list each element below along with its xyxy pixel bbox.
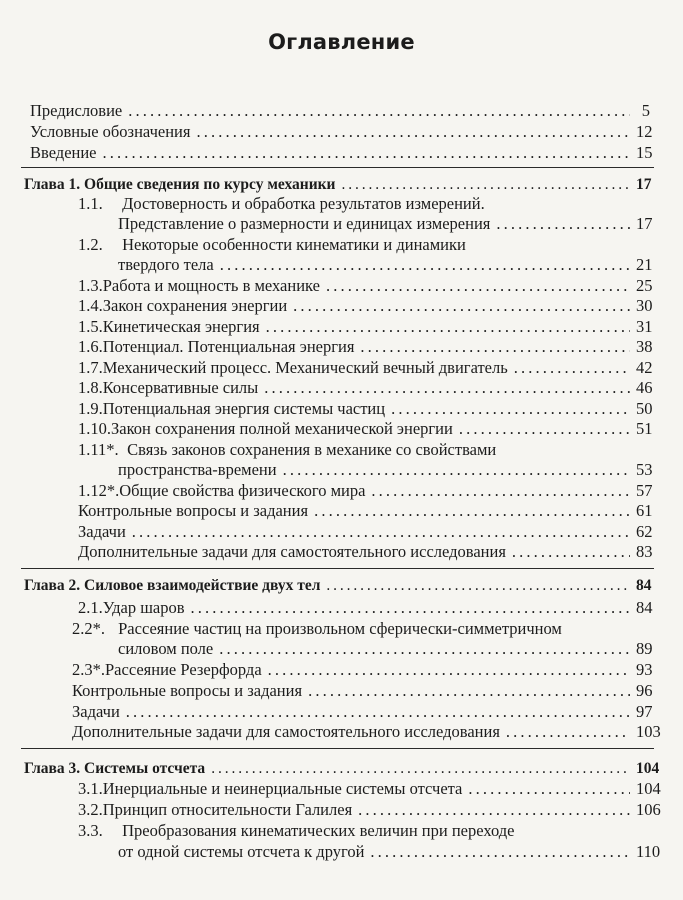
toc-entry-label-cont: силовом поле — [118, 639, 214, 658]
toc-entry-label: Общие свойства физического мира — [119, 481, 366, 500]
toc-entry-1-3[interactable] — [78, 276, 653, 296]
dot-leader — [358, 800, 630, 820]
dot-leader — [211, 759, 630, 779]
toc-entry-number: 1.11*. — [78, 440, 119, 459]
dot-leader — [514, 358, 630, 378]
toc-entry-2-3[interactable] — [72, 660, 653, 680]
toc-entry-ch2-questions[interactable] — [72, 681, 653, 701]
toc-entry-number: 1.5. — [78, 317, 103, 336]
toc-entry-label: Закон сохранения полной механической энергии — [111, 419, 453, 438]
toc-entry-label: Контрольные вопросы и задания — [78, 501, 309, 520]
chapter-divider — [21, 167, 654, 168]
toc-entry-number: 2.2*. — [72, 619, 105, 638]
toc-page-number: 104 — [636, 779, 661, 798]
toc-entry-1-10[interactable] — [78, 419, 653, 439]
dot-leader — [512, 542, 630, 562]
toc-page-number: 31 — [636, 317, 653, 336]
toc-entry-number: 3.1. — [78, 779, 103, 798]
toc-chapter-label: Глава 2. Силовое взаимодействие двух тел — [24, 577, 321, 594]
dot-leader — [283, 460, 630, 480]
toc-entry-label-cont: твердого тела — [118, 255, 214, 274]
toc-entry-3-3-line1[interactable] — [78, 821, 514, 841]
dot-leader — [220, 255, 630, 275]
toc-entry-label: Кинетическая энергия — [102, 317, 260, 336]
toc-entry-label: Рассеяние Резерфорда — [105, 660, 262, 679]
toc-page-number: 96 — [636, 681, 653, 700]
toc-chapter-label: Глава 3. Системы отсчета — [24, 760, 206, 777]
toc-entry-label: Дополнительные задачи для самостоятельного исследования — [78, 542, 506, 561]
page-title: Оглавление — [268, 30, 415, 54]
toc-page-number: 17 — [636, 214, 653, 233]
toc-page-number: 50 — [636, 399, 653, 418]
toc-entry-label: Задачи — [78, 522, 126, 541]
toc-entry-label-cont: от одной системы отсчета к другой — [118, 842, 365, 861]
toc-entry-label: Введение — [30, 143, 97, 162]
toc-entry-1-12[interactable] — [78, 481, 653, 501]
toc-chapter-2[interactable] — [24, 576, 650, 596]
toc-entry-label: Консервативные силы — [102, 378, 259, 397]
toc-entry-label: Инерциальные и неинерциальные системы отсчета — [102, 779, 463, 798]
toc-entry-3-3[interactable] — [118, 842, 661, 862]
toc-entry-ch1-questions[interactable] — [78, 501, 653, 521]
dot-leader — [308, 681, 630, 701]
toc-chapter-1[interactable] — [24, 175, 650, 195]
toc-entry-1-9[interactable] — [78, 399, 653, 419]
toc-entry-label: Преобразования кинематических величин при переходе — [122, 821, 515, 840]
toc-page-number: 103 — [636, 722, 661, 741]
dot-leader — [459, 419, 630, 439]
dot-leader — [371, 481, 630, 501]
dot-leader — [314, 501, 630, 521]
toc-page-number: 25 — [636, 276, 653, 295]
toc-entry-number: 3.2. — [78, 800, 103, 819]
toc-entry-label-cont: пространства-времени — [118, 460, 277, 479]
toc-page-number: 97 — [636, 702, 653, 721]
toc-page-number: 61 — [636, 501, 653, 520]
toc-entry-number: 1.1. — [78, 194, 103, 213]
toc-page-number: 5 — [641, 101, 650, 120]
dot-leader — [196, 122, 630, 142]
toc-entry-number: 1.9. — [78, 399, 103, 418]
toc-entry-1-1[interactable] — [118, 214, 653, 234]
toc-entry-1-2-line1[interactable] — [78, 235, 466, 255]
toc-entry-number: 1.8. — [78, 378, 103, 397]
dot-leader — [341, 175, 630, 195]
toc-page-number: 84 — [636, 598, 653, 617]
toc-page-number: 38 — [636, 337, 653, 356]
dot-leader — [268, 660, 630, 680]
toc-entry-notation[interactable] — [30, 122, 653, 142]
toc-page-number: 83 — [636, 542, 653, 561]
toc-entry-number: 1.3. — [78, 276, 103, 295]
dot-leader — [126, 702, 630, 722]
toc-page-number: 106 — [636, 800, 661, 819]
dot-leader — [360, 337, 630, 357]
toc-entry-1-11[interactable] — [118, 460, 653, 480]
toc-entry-2-2-line1[interactable] — [72, 619, 562, 639]
toc-page-number: 93 — [636, 660, 653, 679]
toc-entry-label: Контрольные вопросы и задания — [72, 681, 303, 700]
toc-entry-ch2-tasks[interactable] — [72, 702, 653, 722]
toc-entry-introduction[interactable] — [30, 143, 653, 163]
dot-leader — [266, 317, 630, 337]
dot-leader — [391, 399, 630, 419]
toc-page-number: 12 — [636, 122, 653, 141]
toc-entry-label: Работа и мощность в механике — [102, 276, 320, 295]
toc-entry-label: Механический процесс. Механический вечный двигатель — [102, 358, 508, 377]
toc-entry-label: Достоверность и обработка результатов измерений. — [122, 194, 485, 213]
toc-entry-2-1[interactable] — [78, 598, 653, 618]
toc-page-number: 30 — [636, 296, 653, 315]
toc-entry-label: Условные обозначения — [30, 122, 191, 141]
toc-page-number: 84 — [636, 577, 652, 594]
toc-page-number: 104 — [636, 760, 660, 777]
toc-entry-label: Закон сохранения энергии — [102, 296, 288, 315]
dot-leader — [496, 214, 630, 234]
toc-entry-label: Предисловие — [30, 101, 123, 120]
chapter-divider — [21, 748, 654, 749]
toc-page-number: 15 — [636, 143, 653, 162]
toc-entry-label-cont: Представление о размерности и единицах измерения — [118, 214, 491, 233]
toc-page-number: 53 — [636, 460, 653, 479]
dot-leader — [219, 639, 630, 659]
toc-page-number: 51 — [636, 419, 653, 438]
toc-entry-ch1-tasks[interactable] — [78, 522, 653, 542]
toc-entry-1-2[interactable] — [118, 255, 653, 275]
toc-entry-preface[interactable] — [30, 101, 650, 121]
toc-entry-1-8[interactable] — [78, 378, 653, 398]
toc-entry-label: Связь законов сохранения в механике со свойствами — [127, 440, 497, 459]
dot-leader — [506, 722, 630, 742]
toc-entry-1-5[interactable] — [78, 317, 653, 337]
toc-entry-label: Принцип относительности Галилея — [102, 800, 353, 819]
toc-entry-1-6[interactable] — [78, 337, 653, 357]
toc-entry-label: Задачи — [72, 702, 120, 721]
toc-entry-number: 1.4. — [78, 296, 103, 315]
toc-entry-number: 3.3. — [78, 821, 103, 840]
dot-leader — [132, 522, 630, 542]
toc-entry-2-2[interactable] — [118, 639, 653, 659]
dot-leader — [103, 143, 630, 163]
toc-entry-ch1-extra[interactable] — [78, 542, 653, 562]
dot-leader — [370, 842, 630, 862]
toc-entry-number: 1.12*. — [78, 481, 120, 500]
toc-entry-number: 1.6. — [78, 337, 103, 356]
toc-entry-1-1-line1[interactable] — [78, 194, 485, 214]
toc-page-number: 89 — [636, 639, 653, 658]
dot-leader — [293, 296, 630, 316]
toc-entry-label: Потенциал. Потенциальная энергия — [102, 337, 355, 356]
toc-entry-label: Дополнительные задачи для самостоятельного исследования — [72, 722, 500, 741]
dot-leader — [326, 576, 630, 596]
toc-entry-3-1[interactable] — [78, 779, 661, 799]
toc-entry-label: Рассеяние частиц на произвольном сферически-симметричном — [118, 619, 562, 638]
toc-page-number: 62 — [636, 522, 653, 541]
toc-page-number: 42 — [636, 358, 653, 377]
dot-leader — [264, 378, 630, 398]
toc-entry-1-4[interactable] — [78, 296, 653, 316]
toc-entry-number: 1.7. — [78, 358, 103, 377]
toc-entry-ch2-extra[interactable] — [72, 722, 661, 742]
toc-entry-number: 2.1. — [78, 598, 103, 617]
toc-entry-number: 1.10. — [78, 419, 111, 438]
toc-entry-label: Потенциальная энергия системы частиц — [102, 399, 386, 418]
toc-entry-1-7[interactable] — [78, 358, 653, 378]
toc-page-number: 21 — [636, 255, 653, 274]
toc-page-number: 57 — [636, 481, 653, 500]
dot-leader — [326, 276, 630, 296]
toc-entry-number: 2.3*. — [72, 660, 105, 679]
dot-leader — [191, 598, 630, 618]
dot-leader — [128, 101, 630, 121]
toc-page-number: 110 — [636, 842, 661, 861]
toc-chapter-3[interactable] — [24, 759, 660, 779]
toc-chapter-label: Глава 1. Общие сведения по курсу механики — [24, 176, 336, 193]
toc-page-number: 46 — [636, 378, 653, 397]
toc-entry-label: Удар шаров — [102, 598, 185, 617]
toc-entry-1-11-line1[interactable] — [78, 440, 496, 460]
toc-entry-3-2[interactable] — [78, 800, 661, 820]
toc-entry-label: Некоторые особенности кинематики и динамики — [122, 235, 466, 254]
toc-page-number: 17 — [636, 176, 652, 193]
chapter-divider — [21, 568, 654, 569]
dot-leader — [468, 779, 630, 799]
toc-entry-number: 1.2. — [78, 235, 103, 254]
